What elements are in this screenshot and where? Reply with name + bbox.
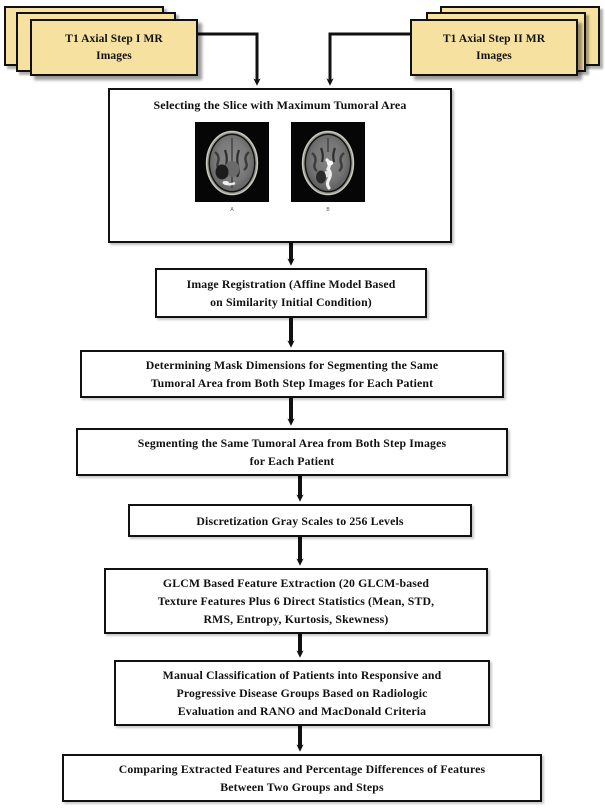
process-line: for Each Patient xyxy=(249,454,335,468)
process-line: on Similarity Initial Condition) xyxy=(210,295,372,309)
process-line: Evaluation and RANO and MacDonald Criteria xyxy=(177,704,427,718)
source-label-step-2-line2: Images xyxy=(476,49,512,62)
mri-image-a xyxy=(195,122,269,202)
source-label-step-2-line1: T1 Axial Step II MR xyxy=(442,32,546,45)
process-text-glcm-feature-extraction xyxy=(150,574,443,628)
process-text-image-registration xyxy=(179,275,404,311)
process-text-manual-classification xyxy=(155,666,450,720)
process-line: Comparing Extracted Features and Percentage Differences of Features xyxy=(118,762,486,776)
mri-image-b xyxy=(291,122,365,202)
mri-caption-b: B xyxy=(326,207,330,213)
process-line: RMS, Entropy, Kurtosis, Skewness) xyxy=(203,612,389,626)
process-line: Texture Features Plus 6 Direct Statistics (Mean, STD, xyxy=(157,594,435,608)
mri-image-row xyxy=(110,122,450,213)
mri-cell-b xyxy=(291,122,365,213)
slice-selection-panel[interactable] xyxy=(108,88,452,243)
process-line: Segmenting the Same Tumoral Area from Both Step Images xyxy=(137,436,447,450)
process-text-mask-dimensions xyxy=(138,356,447,392)
mri-caption-a: A xyxy=(230,207,234,213)
source-stack-step-2[interactable] xyxy=(400,6,600,84)
process-box-mask-dimensions[interactable] xyxy=(80,350,504,398)
source-label-step-1 xyxy=(59,31,169,65)
connector-step1-to-panel xyxy=(196,34,257,82)
process-line: Tumoral Area from Both Step Images for Each Patient xyxy=(150,376,434,390)
process-line: GLCM Based Feature Extraction (20 GLCM-based xyxy=(162,576,430,590)
process-text-segmenting xyxy=(130,434,454,470)
source-label-step-1-line2: Images xyxy=(96,49,132,62)
process-box-comparing-features[interactable] xyxy=(62,754,542,802)
process-box-segmenting[interactable] xyxy=(76,428,508,476)
mri-cell-a xyxy=(195,122,269,213)
source-stack-step-1[interactable] xyxy=(4,6,204,84)
stack-sheet-front[interactable] xyxy=(410,19,578,76)
slice-selection-title: Selecting the Slice with Maximum Tumoral Area xyxy=(153,98,407,112)
process-line: Progressive Disease Groups Based on Radiologic xyxy=(176,686,428,700)
process-box-image-registration[interactable] xyxy=(155,268,427,318)
process-line: Determining Mask Dimensions for Segmenting the Same xyxy=(145,358,439,372)
source-label-step-2 xyxy=(437,31,551,65)
source-label-step-1-line1: T1 Axial Step I MR xyxy=(65,32,163,45)
process-line: Image Registration (Affine Model Based xyxy=(186,277,396,291)
process-box-manual-classification[interactable] xyxy=(114,660,490,726)
process-line: Manual Classification of Patients into Responsive and xyxy=(162,668,442,682)
process-line: Between Two Groups and Steps xyxy=(220,780,384,794)
connector-step2-to-panel xyxy=(330,34,410,82)
process-box-discretization[interactable] xyxy=(128,504,472,537)
process-text-comparing-features xyxy=(111,760,494,796)
stack-sheet-front[interactable] xyxy=(30,19,198,76)
process-text-discretization xyxy=(188,512,411,530)
process-box-glcm-feature-extraction[interactable] xyxy=(104,568,488,634)
process-line: Discretization Gray Scales to 256 Levels xyxy=(196,513,404,528)
